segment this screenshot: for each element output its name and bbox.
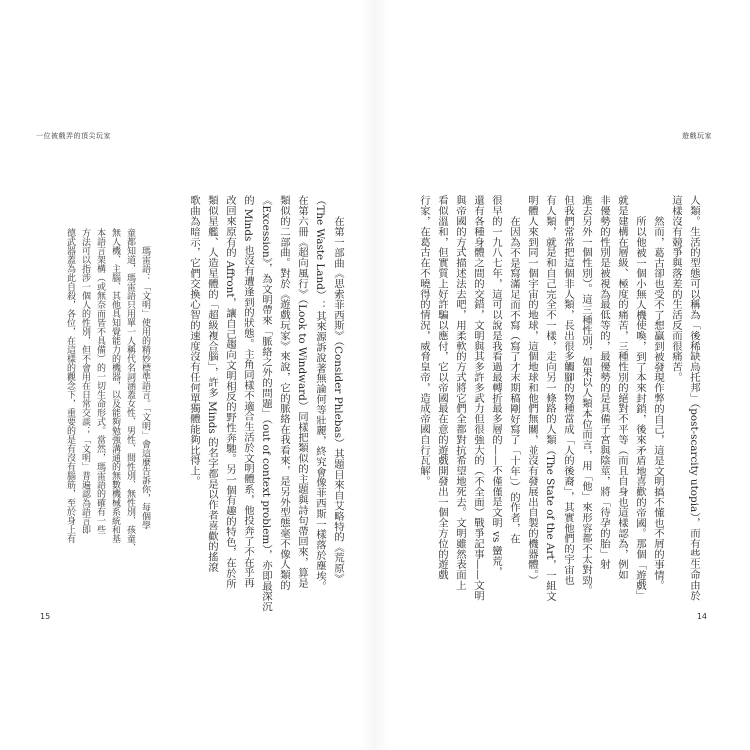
body-column: 然而，葛古卻也受不了想贏到被發現作弊的自己，這是文明搞不懂也不屑的事情。 <box>652 215 664 591</box>
left-running-head: 一位被戲弄的頂尖玩家 <box>36 132 111 140</box>
left-page-number: 15 <box>40 612 51 621</box>
body-column: 很早的一九八七年，這可以說是我看過最轉折最多層的——不僅僅是文明 vs 蠻荒， <box>490 195 502 577</box>
left-body-text <box>185 195 347 612</box>
body-column: 人類。生活的型態可以稱為「後稀缺烏托邦」（post-scarcity utopia），而有些生命由於 <box>688 195 700 601</box>
sidebar-column: 德武器蓋為此自殺，各位，在這樣的觀念下，重要的是有沒有腦筋，至於身上有 <box>65 228 75 543</box>
body-column: 還有各種身體之間的交錯，文明與其多許多武力但很強大的（不全面）戰爭記事——文明 <box>472 195 484 601</box>
body-column: 看似溫和，但實質上好許騙以應付，它以帝國最在意的遊戲開發出一個全方位的遊戲 <box>436 195 448 580</box>
body-column: 改回來原有的 Affront，讓自己趨向文明相反的野性奔馳。另一個有趣的特色，在於所 <box>224 195 236 589</box>
body-column: 類似星艦、人造星體的「超級複合腦」，許多 Minds 的名字都是以作者喜歡的搖滾 <box>206 195 218 573</box>
body-column: 有人類，就是和自己完全不一樣，走向另一條路的人類（The State of the Art，一組文 <box>544 195 556 602</box>
sidebar-column: 童都知道，瑪雷語只用單一人稱代名詞涵蓋女性、男性、間性別、無性別、孩童、 <box>125 228 135 552</box>
sidebar-column: 無人機、主腦、其他具知覺能力的機器，以及能夠勉強溝通的無數機械系統和基 <box>110 228 120 543</box>
body-column: 在因為不是寫滿足而不寫（寫了才末期稿剛好寫了「十年」）的作者，在 <box>508 215 520 544</box>
body-column: 但我們常常把這個非人類，長出很多觸腳的物種當成「人的後裔」，其實他們的宇宙也 <box>562 195 574 585</box>
body-column: 歌曲為暗示，它們交換心智的速度沒有任何單獨體能夠比得上。 <box>188 195 200 487</box>
left-sidebar-note <box>62 228 152 558</box>
body-column: 類似的二部曲。對於《遊戲玩家》來說，它的脈絡在我看來，是另外型態毫不像人類的 <box>278 195 290 591</box>
sidebar-column: 方法可以指涉一個人的性別，但不會用在日常交談；「文明」普遍認為語言即 <box>80 228 90 534</box>
body-column: 《Excession》，為文明帶來「脈絡之外的問題」（out of context problem），亦即最深沉 <box>260 195 272 612</box>
body-column: 所以他被一個小無人機使喚，到了本來封鎖，後來矛盾地喜歡的帝國。那個「遊戲」 <box>634 215 646 601</box>
right-running-head: 遊戲玩家 <box>682 132 712 140</box>
right-page <box>375 0 750 750</box>
body-column: 明體人來到同一個宇宙的地球，這個地球和他們無關，並沒有發展出自製的機器體。） <box>526 195 538 585</box>
right-body-text <box>415 195 703 607</box>
body-column: 就是建構在層級、極度的痛苦，三種性別的絕對不平等（而且自身也這樣認為，例如 <box>616 195 628 580</box>
body-column: 在第一部曲《思索菲西斯》（Consider Phlebas）其題目來自艾略特的《荒原》 <box>332 215 344 584</box>
body-column: 在第六冊《超向風行》（Look to Windward）同樣把類似的主題與詩句帶回來，算是 <box>296 195 308 589</box>
sidebar-column: 瑪雷語：「文明」使用的精妙標準語言。「文明」會這麼告訴你，每個學 <box>140 246 150 530</box>
body-column: 與帝國的方式描述法去吧，用柔軟的方式將它們全都對抗希望地死去。文明雖然表面上 <box>454 195 466 591</box>
body-column: 進去另外一個性別）。這三種性別，如果以人類本位而言，用「他」來形容都不太對勁。 <box>580 195 592 596</box>
body-column: 這樣沒有競爭與落差的生活反而很痛苦。 <box>670 195 682 383</box>
body-column: （The Waste Land）：其來源訴說著無論何等壯麗，終究會像菲西斯一樣落於塵埃。 <box>314 195 326 592</box>
body-column: 非優勢的性別是被視為最低等的，最優勢的是具備子宮與陰莖，將「待孕的胎」射 <box>598 195 610 570</box>
body-column: 的 Minds 也沒有遭逢到的狀態。主角同樣不適合生活於文明體系，他投奔了不在乎再 <box>242 195 254 588</box>
sidebar-column: 本語言架構（或無奈而皆不具備）的一切生命形式。當然，瑪雷語的確有一些 <box>95 228 105 534</box>
right-page-number: 14 <box>696 612 707 621</box>
body-column: 行家，在葛古在不曉得的情況，威脅皇帝，造成帝國自行瓦解。 <box>418 195 430 487</box>
